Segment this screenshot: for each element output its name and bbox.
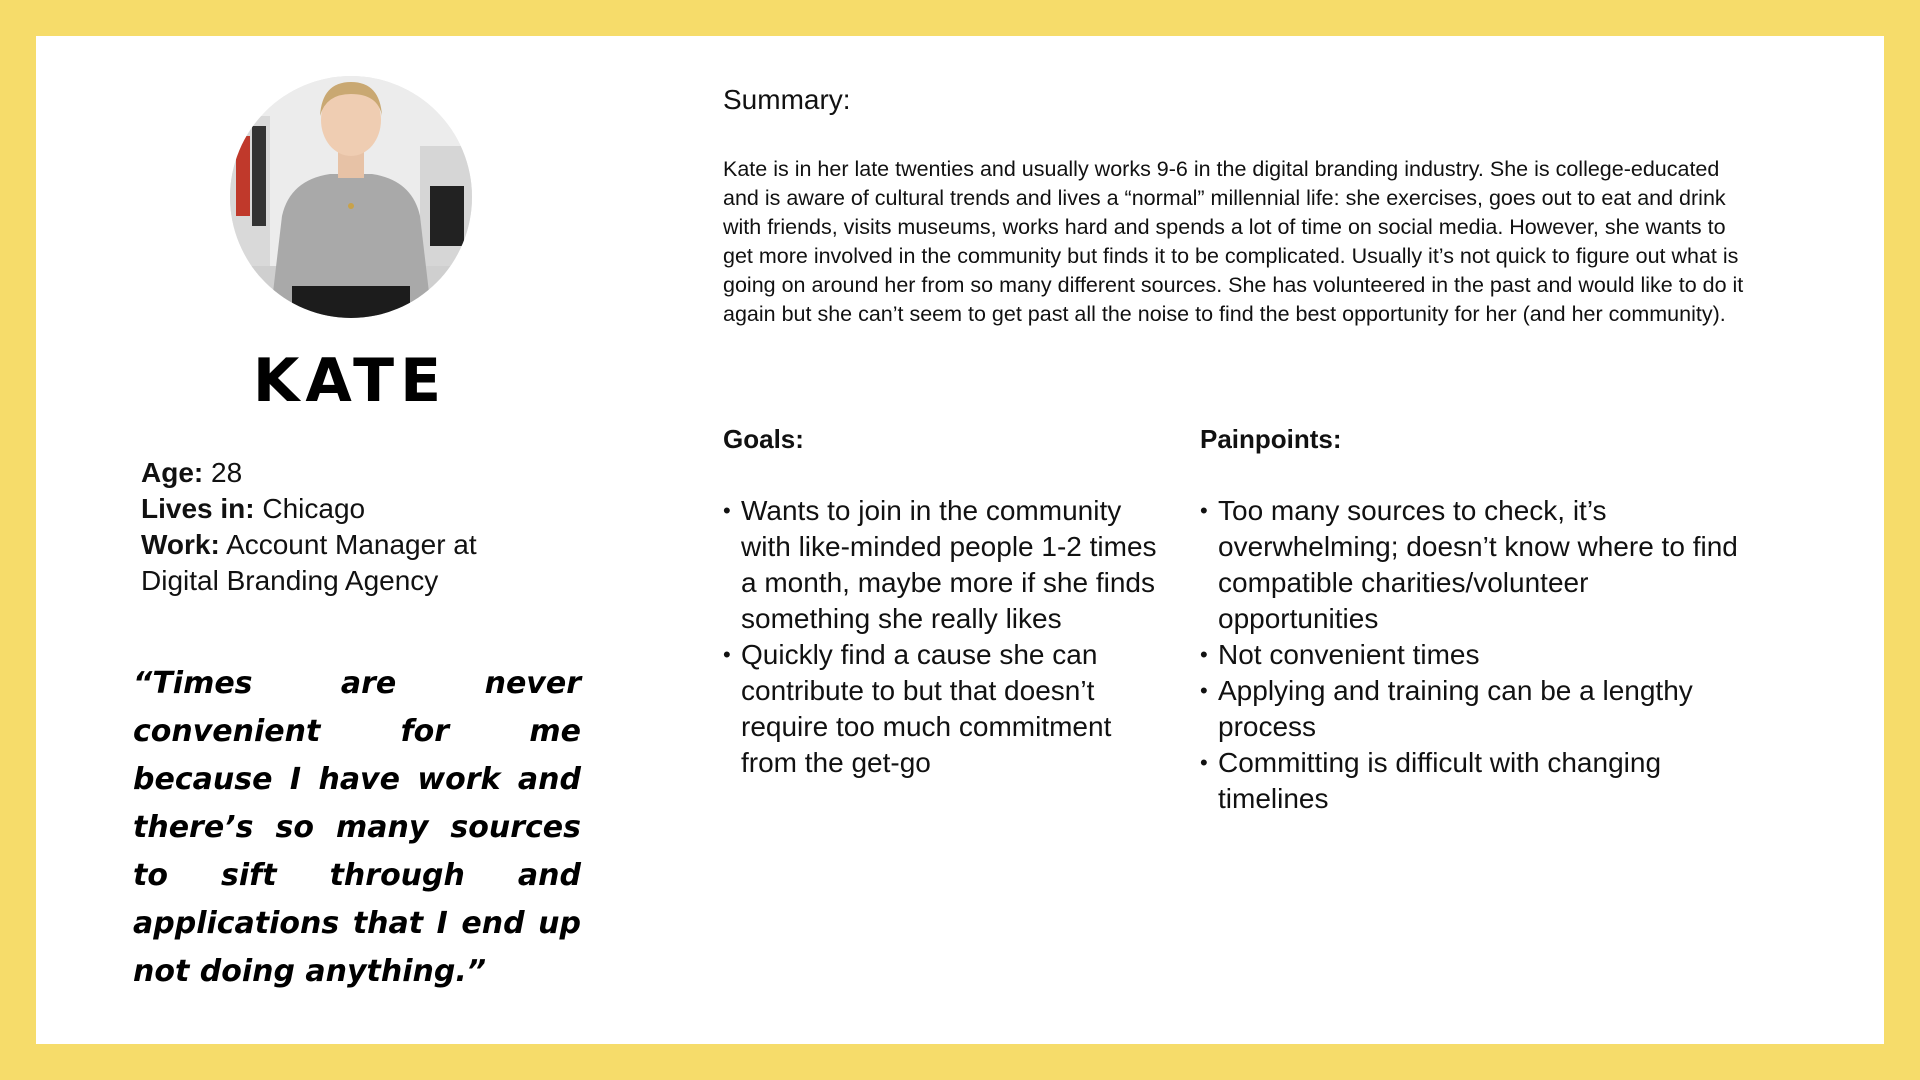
bullet-icon: • [723, 642, 731, 667]
goal-item-text: Wants to join in the community with like-minded people 1-2 times a month, maybe more if she finds something she really likes [741, 495, 1157, 634]
fact-work-value: Account Manager at Digital Branding Agency [141, 529, 477, 596]
fact-age [141, 455, 561, 491]
bullet-icon: • [723, 498, 731, 523]
persona-avatar [230, 76, 472, 318]
goals-title: Goals: [723, 424, 804, 454]
painpoints-list [1200, 493, 1740, 817]
painpoint-item-text: Too many sources to check, it’s overwhelming; doesn’t know where to find compatible charities/volunteer opportunities [1218, 495, 1738, 634]
goals-list [723, 493, 1163, 781]
painpoint-item-text: Applying and training can be a lengthy process [1218, 675, 1693, 742]
fact-location-value: Chicago [254, 493, 366, 524]
painpoint-item-text: Not convenient times [1218, 639, 1480, 670]
bullet-icon: • [1200, 642, 1208, 667]
painpoint-item [1200, 637, 1740, 673]
goal-item [723, 493, 1163, 637]
persona-quote: “Times are never convenient for me because I have work and there’s so many sources to sift through and applications that I end up not doing anything.” [133, 666, 581, 989]
painpoint-item [1200, 673, 1740, 745]
painpoints-title: Painpoints: [1200, 424, 1342, 454]
goal-item [723, 637, 1163, 781]
fact-location [141, 491, 561, 527]
bullet-icon: • [1200, 678, 1208, 703]
fact-age-value: 28 [203, 457, 243, 488]
painpoint-item [1200, 493, 1740, 637]
portrait-photo-icon [230, 76, 472, 318]
fact-age-label: Age: [141, 457, 204, 488]
painpoint-item-text: Committing is difficult with changing timelines [1218, 747, 1662, 814]
persona-name: KATE [252, 346, 448, 416]
goal-item-text: Quickly find a cause she can contribute to but that doesn’t require too much commitment from the get-go [741, 639, 1112, 778]
fact-work-label: Work: [141, 529, 220, 560]
summary-title: Summary: [723, 84, 851, 115]
fact-work [141, 527, 561, 599]
summary-text: Kate is in her late twenties and usually works 9-6 in the digital branding industry. She is college-educated and is aware of cultural trends and lives a “normal” millennial life: she exercises, goes out to eat and drink with friends, visits museums, works hard and spends a lot of time on social media. However, she wants to get more involved in the community but finds it to be complicated. Usually it’s not quick to figure out what is going on around her from so many different sources. She has volunteered in the past and would like to do it again but she can’t seem to get past all the noise to find the best opportunity for her (and her community). [723, 157, 1744, 326]
bullet-icon: • [1200, 750, 1208, 775]
persona-facts [141, 455, 561, 599]
bullet-icon: • [1200, 498, 1208, 523]
painpoint-item [1200, 745, 1740, 817]
fact-location-label: Lives in: [141, 493, 255, 524]
